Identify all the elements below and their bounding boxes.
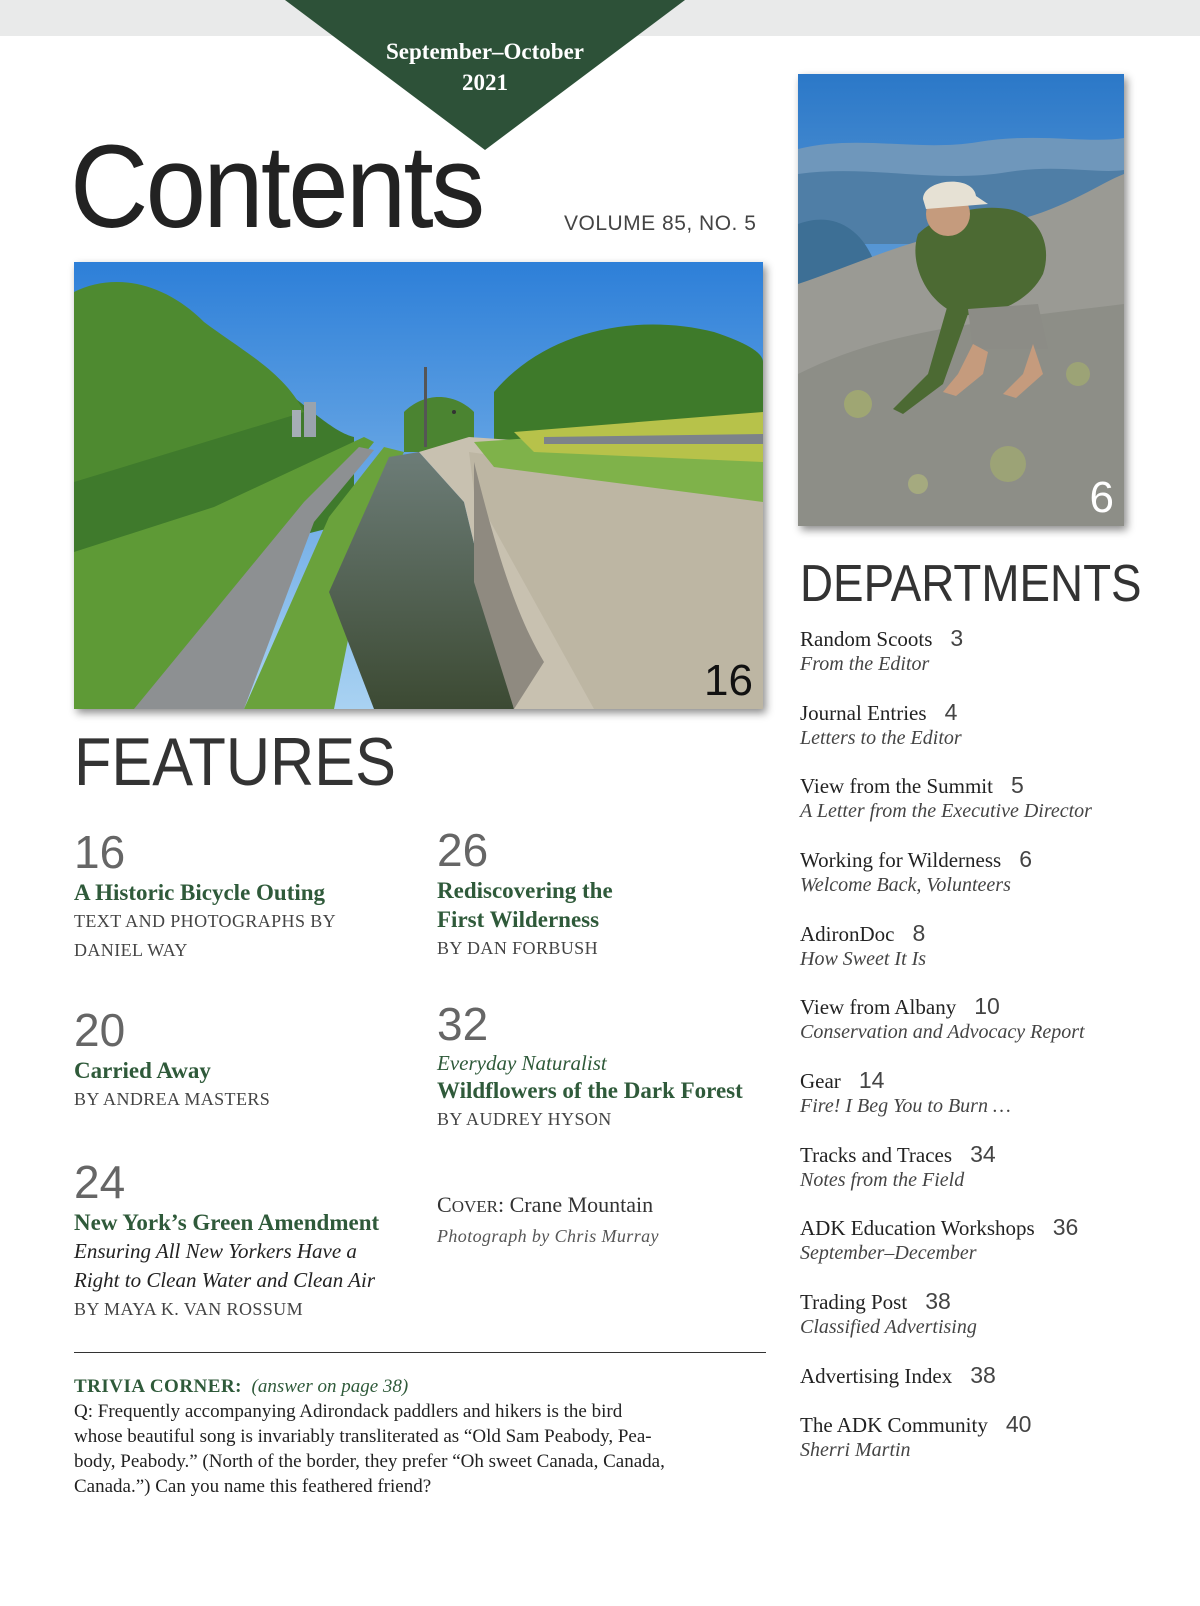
department-title[interactable]: AdironDoc xyxy=(800,922,895,946)
department-title[interactable]: Random Scoots xyxy=(800,627,933,651)
feature-page-number: 32 xyxy=(437,998,489,1050)
trivia-question-line: Canada.”) Can you name this feathered friend? xyxy=(74,1476,432,1497)
feature-byline: BY AUDREY HYSON xyxy=(437,1109,612,1129)
department-item[interactable] xyxy=(800,993,1160,1045)
department-subtitle: Notes from the Field xyxy=(800,1169,965,1191)
department-item[interactable] xyxy=(800,1214,1160,1266)
department-page-number: 36 xyxy=(1052,1214,1079,1240)
department-title[interactable]: View from Albany xyxy=(800,995,957,1019)
features-heading: FEATURES xyxy=(74,724,396,800)
trivia-question-line: whose beautiful song is invariably transliterated as “Old Sam Peabody, Pea- xyxy=(74,1426,652,1447)
department-page-number: 10 xyxy=(974,993,1000,1019)
department-title[interactable]: View from the Summit xyxy=(800,774,993,798)
department-page-number: 5 xyxy=(1010,772,1024,798)
department-title[interactable]: Working for Wilderness xyxy=(800,848,1002,872)
department-item[interactable] xyxy=(800,1067,1160,1119)
department-title[interactable]: Advertising Index xyxy=(800,1364,953,1388)
cover-credit xyxy=(437,1190,659,1250)
department-subtitle: How Sweet It Is xyxy=(800,948,927,970)
feature-page-number: 26 xyxy=(437,824,489,876)
department-subtitle: Classified Advertising xyxy=(800,1316,977,1338)
trivia-question-line: body, Peabody.” (North of the border, they prefer “Oh sweet Canada, Canada, xyxy=(74,1451,665,1472)
department-item[interactable] xyxy=(800,625,1160,677)
department-title[interactable]: ADK Education Workshops xyxy=(800,1216,1035,1240)
feature-page-number: 20 xyxy=(74,1004,126,1056)
volume-number: VOLUME 85, NO. 5 xyxy=(564,212,757,235)
trivia-heading: TRIVIA CORNER: xyxy=(74,1376,242,1397)
cover-label-rest: OVER xyxy=(451,1197,498,1216)
feature-title[interactable]: Wildflowers of the Dark Forest xyxy=(437,1078,743,1103)
departments-heading: DEPARTMENTS xyxy=(800,555,1142,613)
department-item[interactable] xyxy=(800,772,1160,824)
feature-subtitle: Right to Clean Water and Clean Air xyxy=(74,1268,376,1292)
department-subtitle: From the Editor xyxy=(800,653,930,675)
department-photo-hiker[interactable] xyxy=(798,74,1124,526)
feature-item[interactable] xyxy=(74,1004,270,1114)
department-title[interactable]: Tracks and Traces xyxy=(800,1143,953,1167)
feature-byline: DANIEL WAY xyxy=(74,940,188,960)
department-item[interactable] xyxy=(800,1141,1160,1193)
department-item[interactable] xyxy=(800,846,1160,898)
department-page-number: 6 xyxy=(1019,846,1032,872)
issue-date-months: September–October xyxy=(386,39,584,64)
trivia-answer-note: (answer on page 38) xyxy=(251,1376,409,1397)
department-page-number: 3 xyxy=(950,625,964,651)
department-subtitle: Letters to the Editor xyxy=(800,727,962,749)
feature-byline: BY MAYA K. VAN ROSSUM xyxy=(74,1299,303,1319)
feature-photo-page: 16 xyxy=(704,656,753,705)
department-subtitle: A Letter from the Executive Director xyxy=(800,800,1092,822)
department-item[interactable] xyxy=(800,1362,1160,1389)
cover-subject: Crane Mountain xyxy=(509,1192,654,1217)
feature-byline: TEXT AND PHOTOGRAPHS BY xyxy=(74,911,337,931)
feature-item[interactable] xyxy=(437,824,613,963)
department-item[interactable] xyxy=(800,699,1160,751)
issue-date xyxy=(330,36,640,98)
cover-label-initial: C xyxy=(437,1192,452,1217)
canal-photo-image xyxy=(74,262,763,709)
feature-item[interactable] xyxy=(74,1156,379,1324)
trivia-divider xyxy=(74,1352,766,1353)
department-subtitle: Welcome Back, Volunteers xyxy=(800,874,1011,896)
feature-title[interactable]: Carried Away xyxy=(74,1058,211,1083)
department-page-number: 8 xyxy=(912,920,926,946)
department-page-number: 38 xyxy=(970,1362,996,1388)
department-title[interactable]: Gear xyxy=(800,1069,841,1093)
department-page-number: 14 xyxy=(858,1067,885,1093)
cover-label xyxy=(437,1190,659,1222)
feature-page-number: 24 xyxy=(74,1156,126,1208)
department-page-number: 4 xyxy=(944,699,958,725)
department-page-number: 34 xyxy=(970,1141,996,1167)
department-page-number: 40 xyxy=(1005,1411,1032,1437)
department-item[interactable] xyxy=(800,1411,1160,1463)
feature-title[interactable]: New York’s Green Amendment xyxy=(74,1210,380,1235)
feature-subtitle: Ensuring All New Yorkers Have a xyxy=(74,1239,357,1263)
trivia-header xyxy=(74,1374,774,1399)
feature-title[interactable]: First Wilderness xyxy=(437,907,600,932)
department-title[interactable]: The ADK Community xyxy=(800,1413,988,1437)
feature-item[interactable] xyxy=(437,998,743,1134)
feature-byline: BY ANDREA MASTERS xyxy=(74,1089,271,1109)
department-page-number: 38 xyxy=(925,1288,951,1314)
feature-photo-canal[interactable] xyxy=(74,262,763,709)
feature-kicker: Everyday Naturalist xyxy=(437,1051,607,1075)
department-title[interactable]: Journal Entries xyxy=(800,701,927,725)
feature-title[interactable]: A Historic Bicycle Outing xyxy=(74,880,326,905)
feature-byline: BY DAN FORBUSH xyxy=(437,938,598,958)
department-item[interactable] xyxy=(800,1288,1160,1340)
feature-item[interactable] xyxy=(74,826,336,965)
trivia-question-line: Q: Frequently accompanying Adirondack paddlers and hikers is the bird xyxy=(74,1401,623,1422)
department-title[interactable]: Trading Post xyxy=(800,1290,908,1314)
trivia-corner xyxy=(74,1374,774,1499)
department-subtitle: September–December xyxy=(800,1242,977,1264)
hiker-photo-image xyxy=(798,74,1124,526)
feature-title[interactable]: Rediscovering the xyxy=(437,878,613,903)
department-item[interactable] xyxy=(800,920,1160,972)
feature-page-number: 16 xyxy=(74,826,126,878)
cover-photo-credit: Photograph by Chris Murray xyxy=(437,1226,659,1246)
issue-date-year: 2021 xyxy=(462,70,508,95)
cover-label-colon: : xyxy=(497,1192,505,1217)
page-title: Contents xyxy=(70,121,483,253)
department-subtitle: Sherri Martin xyxy=(800,1439,911,1461)
department-subtitle: Conservation and Advocacy Report xyxy=(800,1021,1085,1043)
department-subtitle: Fire! I Beg You to Burn … xyxy=(800,1095,1011,1117)
department-photo-page: 6 xyxy=(1089,473,1114,522)
